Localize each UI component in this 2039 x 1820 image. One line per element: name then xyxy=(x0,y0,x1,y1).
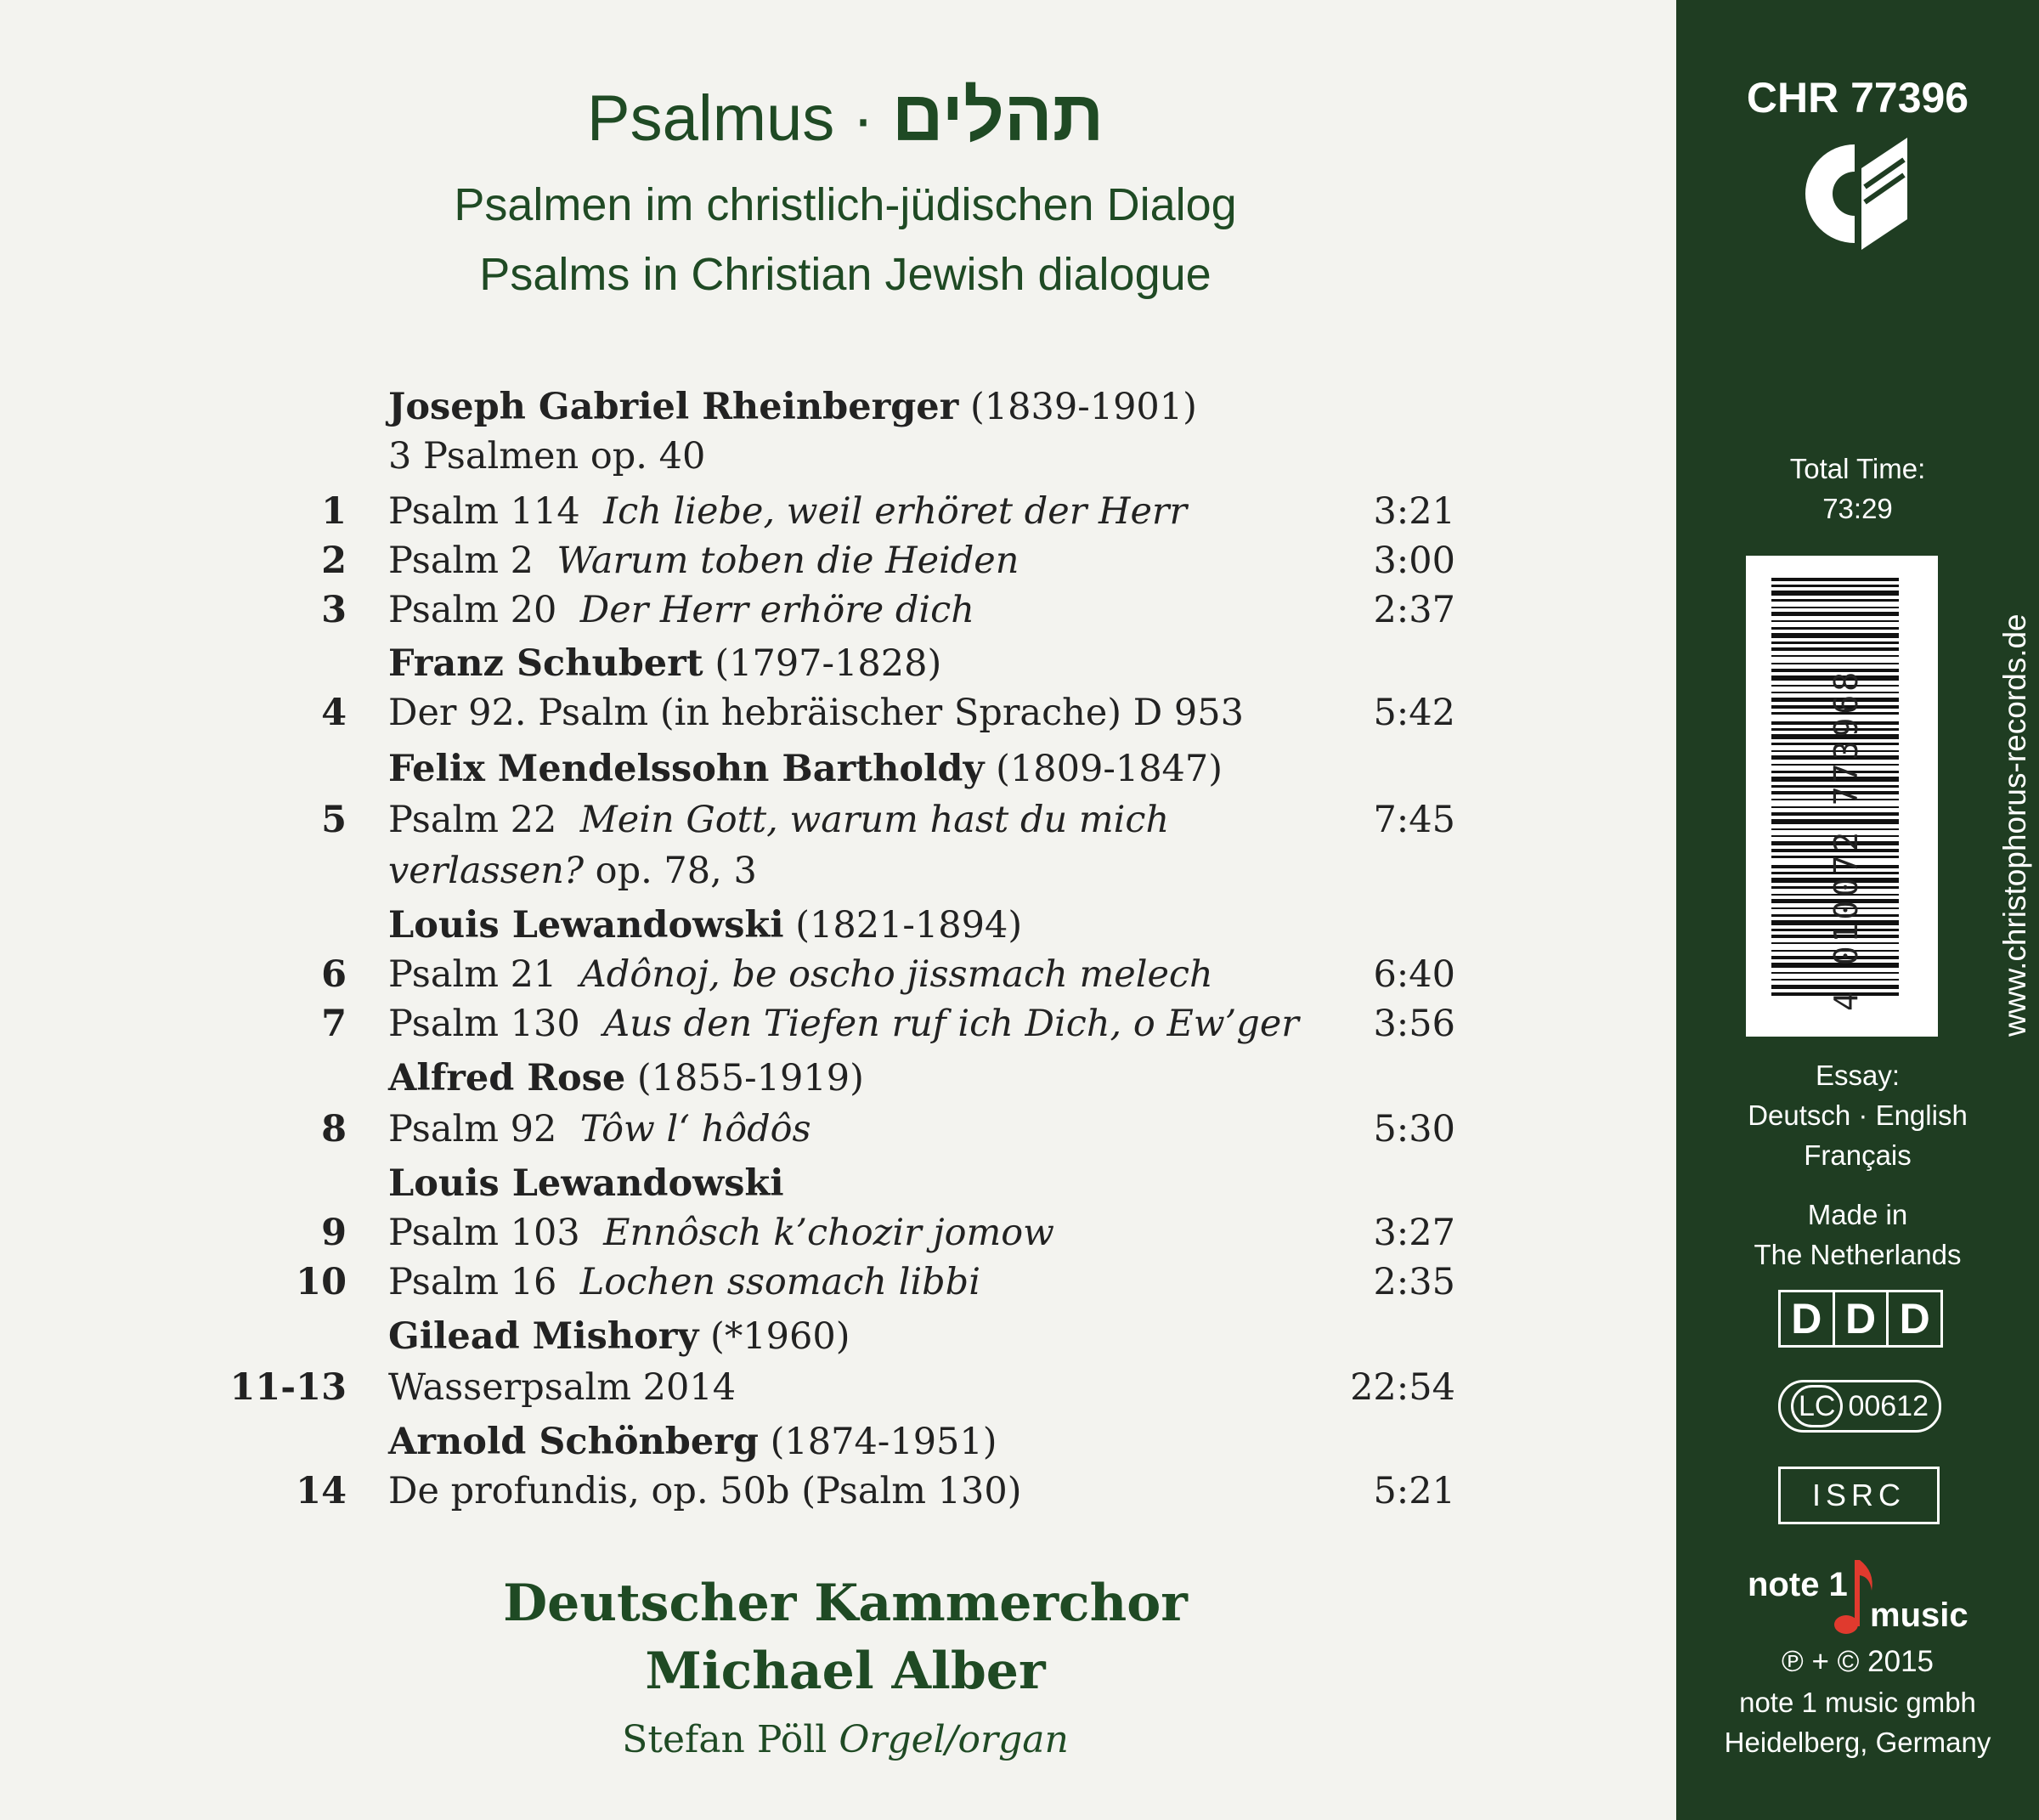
track-row xyxy=(0,1470,1676,1518)
composer-row xyxy=(0,642,1676,690)
lc-mark: LC xyxy=(1791,1385,1843,1427)
composer-row xyxy=(0,1057,1676,1105)
album-title-latin: Psalmus xyxy=(586,82,835,155)
track-psalm: Psalm 2 xyxy=(388,540,534,582)
organist-name: Stefan Pöll xyxy=(622,1718,827,1761)
track-title xyxy=(388,490,1187,533)
track-psalm: Psalm 16 xyxy=(388,1261,557,1303)
composer-row xyxy=(0,1421,1676,1468)
track-duration: 5:30 xyxy=(1373,1108,1455,1150)
track-row xyxy=(0,1108,1676,1156)
track-duration: 3:27 xyxy=(1373,1212,1455,1254)
track-row xyxy=(0,1366,1676,1414)
composer-heading xyxy=(388,748,1223,790)
composer-name: Louis Lewandowski xyxy=(388,904,784,947)
barcode-bar xyxy=(1771,591,1899,596)
label-name: note 1 music gmbh xyxy=(1739,1687,1976,1718)
track-duration: 2:37 xyxy=(1373,589,1455,631)
composer-heading xyxy=(388,1421,997,1463)
track-psalm: Psalm 21 xyxy=(388,953,557,996)
track-psalm: Psalm 22 xyxy=(388,799,557,841)
work-title: 3 Psalmen op. 40 xyxy=(388,435,706,478)
barcode-digits: 4 010072 773968 xyxy=(1827,668,1865,1011)
ddd-badge xyxy=(1778,1290,1943,1348)
music-logo-text: music xyxy=(1870,1597,1968,1634)
composer-dates: (1855-1919) xyxy=(636,1057,864,1099)
essay-label: Essay: xyxy=(1815,1060,1901,1091)
track-title xyxy=(388,589,974,631)
composer-name: Gilead Mishory xyxy=(388,1315,699,1358)
track-incipit: Lochen ssomach libbi xyxy=(579,1261,980,1303)
track-continuation xyxy=(388,850,757,892)
track-psalm: Psalm 20 xyxy=(388,589,557,631)
track-psalm: Psalm 103 xyxy=(388,1212,580,1254)
catalog-number: CHR 77396 xyxy=(1746,74,1969,122)
track-number: 4 xyxy=(321,692,347,734)
track-title xyxy=(388,1366,736,1409)
composer-row xyxy=(0,1315,1676,1363)
track-duration: 5:21 xyxy=(1373,1470,1455,1512)
copyright-line: ℗ + © 2015 xyxy=(1781,1645,1935,1678)
track-number: 10 xyxy=(296,1261,347,1303)
barcode-bar xyxy=(1771,627,1899,630)
track-row xyxy=(0,1003,1676,1050)
choir-name: Deutscher Kammerchor xyxy=(503,1574,1188,1633)
track-title xyxy=(388,692,1244,734)
track-number: 3 xyxy=(321,589,347,631)
total-time: 73:29 xyxy=(1822,493,1893,524)
track-incipit: Tôw l‘ hôdôs xyxy=(579,1108,811,1150)
composer-name: Felix Mendelssohn Bartholdy xyxy=(388,748,985,790)
barcode-bar xyxy=(1771,612,1899,616)
barcode-bar xyxy=(1771,620,1899,622)
album-title-hebrew: תהלים xyxy=(891,76,1104,155)
composer-row xyxy=(0,1162,1676,1210)
ddd-letter-3: D xyxy=(1899,1295,1930,1342)
track-duration: 7:45 xyxy=(1373,799,1455,841)
composer-heading xyxy=(388,904,1022,947)
composer-dates: (1797-1828) xyxy=(714,642,942,685)
barcode-bar xyxy=(1771,607,1899,608)
note1-music-logo xyxy=(1748,1552,1985,1645)
organist-role: Orgel/organ xyxy=(839,1718,1069,1761)
barcode-bar xyxy=(1771,647,1899,651)
track-psalm: Wasserpsalm 2014 xyxy=(388,1366,737,1409)
made-in-line2: The Netherlands xyxy=(1754,1239,1962,1270)
track-number: 6 xyxy=(321,953,347,996)
track-row xyxy=(0,1212,1676,1259)
barcode-bar xyxy=(1771,578,1899,581)
composer-name: Arnold Schönberg xyxy=(388,1421,759,1463)
composer-heading xyxy=(388,386,1197,428)
track-number: 9 xyxy=(321,1212,347,1254)
composer-heading xyxy=(388,1162,784,1205)
track-number: 5 xyxy=(321,799,347,841)
track-title xyxy=(388,1470,1022,1512)
title-separator: · xyxy=(852,82,874,155)
label-code-badge xyxy=(1778,1380,1941,1433)
made-in-line1: Made in xyxy=(1807,1199,1908,1230)
subtitle-english: Psalms in Christian Jewish dialogue xyxy=(479,249,1212,300)
composer-heading xyxy=(388,642,941,685)
composer-row xyxy=(0,386,1676,433)
track-psalm: Der 92. Psalm (in hebräischer Sprache) D 953 xyxy=(388,692,1244,734)
track-title xyxy=(388,1003,1299,1045)
track-number: 2 xyxy=(321,540,347,582)
lc-number: 00612 xyxy=(1848,1390,1929,1422)
composer-row xyxy=(0,748,1676,795)
track-psalm: Psalm 130 xyxy=(388,1003,580,1045)
track-title xyxy=(388,799,1169,841)
track-duration: 3:56 xyxy=(1373,1003,1455,1045)
track-number: 8 xyxy=(321,1108,347,1150)
barcode-bar xyxy=(1771,633,1899,638)
composer-dates: (1874-1951) xyxy=(770,1421,997,1463)
composer-dates: (*1960) xyxy=(710,1315,850,1358)
subtitle-german: Psalmen im christlich-jüdischen Dialog xyxy=(454,179,1237,230)
barcode-bar xyxy=(1771,599,1899,602)
track-psalm: De profundis, op. 50b (Psalm 130) xyxy=(388,1470,1022,1512)
track-incipit: Ich liebe, weil erhöret der Herr xyxy=(603,490,1188,533)
track-incipit: Warum toben die Heiden xyxy=(556,540,1020,582)
track-row xyxy=(0,540,1676,587)
composer-dates: (1821-1894) xyxy=(795,904,1023,947)
track-incipit: Mein Gott, warum hast du mich xyxy=(579,799,1170,841)
track-duration: 3:21 xyxy=(1373,490,1455,533)
composer-heading xyxy=(388,1315,850,1358)
track-row xyxy=(0,953,1676,1001)
website-url[interactable]: www.christophorus-records.de xyxy=(1997,613,2032,1037)
track-row xyxy=(0,799,1676,846)
track-title xyxy=(388,1261,980,1303)
track-title xyxy=(388,1212,1054,1254)
barcode-bar xyxy=(1771,663,1899,664)
track-continuation-row xyxy=(0,850,1676,897)
work-row xyxy=(0,435,1676,483)
track-duration: 3:00 xyxy=(1373,540,1455,582)
track-title xyxy=(388,540,1019,582)
conductor-name: Michael Alber xyxy=(645,1642,1046,1701)
composer-heading xyxy=(388,1057,864,1099)
total-time-label: Total Time: xyxy=(1789,453,1926,484)
essay-languages-2: Français xyxy=(1804,1139,1912,1171)
composer-row xyxy=(0,904,1676,952)
track-row xyxy=(0,1261,1676,1308)
track-row xyxy=(0,692,1676,739)
track-title xyxy=(388,1108,811,1150)
track-incipit: Der Herr erhöre dich xyxy=(579,589,974,631)
label-city: Heidelberg, Germany xyxy=(1724,1727,1991,1758)
track-psalm: Psalm 92 xyxy=(388,1108,557,1150)
composer-dates: (1839-1901) xyxy=(969,386,1197,428)
track-incipit: Ennôsch k’chozir jomow xyxy=(603,1212,1054,1254)
barcode-bar xyxy=(1771,655,1899,657)
track-duration: 2:35 xyxy=(1373,1261,1455,1303)
track-duration: 22:54 xyxy=(1350,1366,1455,1409)
organist-credit xyxy=(0,1718,1691,1761)
track-opus: op. 78, 3 xyxy=(584,850,757,892)
composer-name: Alfred Rose xyxy=(388,1057,626,1099)
sidebar-panel xyxy=(1676,0,2039,1820)
track-incipit: verlassen? xyxy=(388,850,585,892)
track-number: 1 xyxy=(321,490,347,533)
barcode-bar xyxy=(1771,642,1899,644)
track-title xyxy=(388,953,1213,996)
track-duration: 6:40 xyxy=(1373,953,1455,996)
track-incipit: Aus den Tiefen ruf ich Dich, o Ew’ger xyxy=(603,1003,1299,1045)
isrc-badge: ISRC xyxy=(1778,1467,1940,1524)
christophorus-logo-icon xyxy=(1795,134,1914,253)
ddd-letter-1: D xyxy=(1781,1292,1835,1345)
track-number: 7 xyxy=(321,1003,347,1045)
track-incipit: Adônoj, be oscho jissmach melech xyxy=(579,953,1213,996)
track-number: 14 xyxy=(296,1470,347,1512)
composer-name: Joseph Gabriel Rheinberger xyxy=(388,386,959,428)
track-psalm: Psalm 114 xyxy=(388,490,580,533)
barcode-bar xyxy=(1771,585,1899,587)
ddd-letter-2: D xyxy=(1835,1292,1889,1345)
track-row xyxy=(0,589,1676,636)
note1-logo-text: note 1 xyxy=(1748,1566,1848,1603)
composer-name: Franz Schubert xyxy=(388,642,703,685)
track-row xyxy=(0,490,1676,538)
track-duration: 5:42 xyxy=(1373,692,1455,734)
track-number: 11-13 xyxy=(229,1366,347,1409)
composer-name: Louis Lewandowski xyxy=(388,1162,784,1205)
composer-dates: (1809-1847) xyxy=(996,748,1223,790)
essay-languages: Deutsch · English xyxy=(1748,1099,1968,1131)
